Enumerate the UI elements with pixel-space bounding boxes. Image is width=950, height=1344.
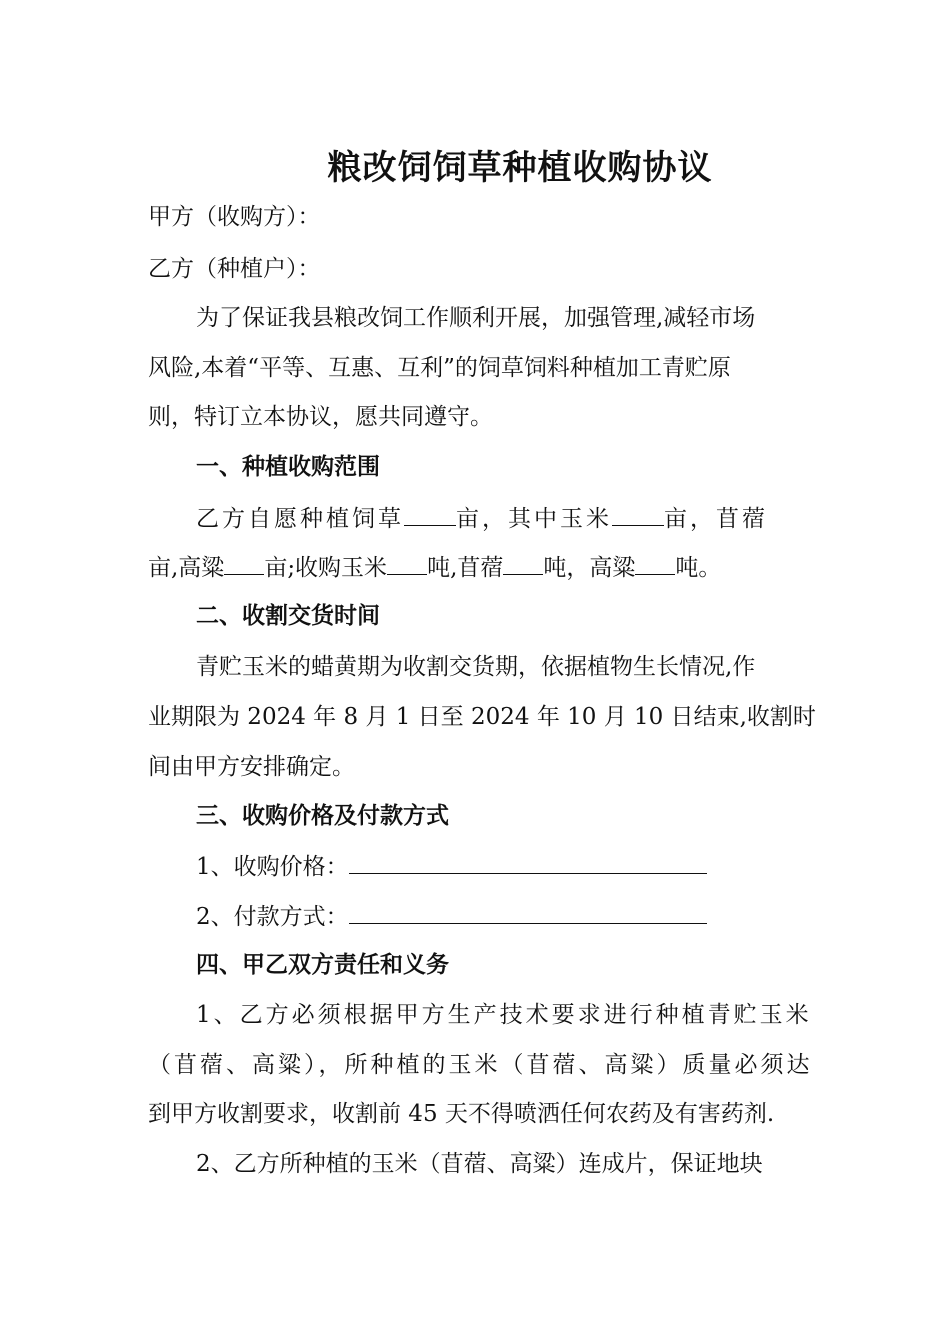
section-1-line-1 bbox=[196, 503, 876, 534]
intro-line-2: 风险,本着“平等、互惠、互利”的饲草饲料种植加工青贮原 bbox=[148, 355, 731, 381]
blank-field bbox=[635, 552, 675, 575]
text-span: 亩，苜蓿 bbox=[664, 506, 768, 532]
section-4-heading: 四、甲乙双方责任和义务 bbox=[196, 952, 449, 978]
blank-field bbox=[224, 552, 264, 575]
party-a-line: 甲方（收购方）： bbox=[148, 204, 321, 230]
blank-field bbox=[387, 552, 427, 575]
text-span: 吨，高粱 bbox=[543, 555, 636, 581]
blank-field bbox=[503, 552, 543, 575]
price-line bbox=[196, 851, 876, 882]
blank-field bbox=[404, 503, 456, 526]
intro-line-3: 则，特订立本协议，愿共同遵守。 bbox=[148, 404, 493, 430]
section-2-heading: 二、收割交货时间 bbox=[196, 603, 380, 629]
section-2-line-1: 青贮玉米的蜡黄期为收割交货期，依据植物生长情况,作 bbox=[196, 654, 756, 680]
price-label: 1、收购价格： bbox=[196, 854, 349, 880]
section-3-heading: 三、收购价格及付款方式 bbox=[196, 803, 449, 829]
payment-blank-field bbox=[349, 901, 707, 924]
party-b-line: 乙方（种植户）： bbox=[148, 256, 321, 282]
text-span: 乙方自愿种植饲草 bbox=[196, 506, 404, 532]
text-span: 亩,高粱 bbox=[148, 555, 225, 581]
section-4-line-2: （苜蓿、高粱），所种植的玉米（苜蓿、高粱）质量必须达 bbox=[148, 1052, 813, 1078]
intro-line-1: 为了保证我县粮改饲工作顺利开展，加强管理,减轻市场 bbox=[196, 305, 756, 331]
section-1-line-2 bbox=[148, 552, 828, 583]
section-2-line-2: 业期限为 2024 年 8 月 1 日至 2024 年 10 月 10 日结束,收割时 bbox=[148, 704, 816, 730]
text-span: 吨,苜蓿 bbox=[427, 555, 504, 581]
section-4-line-4: 2、乙方所种植的玉米（苜蓿、高粱）连成片，保证地块 bbox=[196, 1151, 763, 1177]
payment-line bbox=[196, 901, 876, 932]
section-1-heading: 一、种植收购范围 bbox=[196, 454, 380, 480]
text-span: 吨。 bbox=[675, 555, 722, 581]
text-span: 亩;收购玉米 bbox=[264, 555, 388, 581]
section-2-line-3: 间由甲方安排确定。 bbox=[148, 754, 355, 780]
section-4-line-3: 到甲方收割要求，收割前 45 天不得喷洒任何农药及有害药剂. bbox=[148, 1101, 775, 1127]
price-blank-field bbox=[349, 851, 707, 874]
text-span: 亩，其中玉米 bbox=[456, 506, 612, 532]
blank-field bbox=[612, 503, 664, 526]
payment-label: 2、付款方式： bbox=[196, 904, 349, 930]
section-4-line-1: 1、乙方必须根据甲方生产技术要求进行种植青贮玉米 bbox=[196, 1002, 812, 1028]
document-title: 粮改饲饲草种植收购协议 bbox=[327, 148, 713, 188]
